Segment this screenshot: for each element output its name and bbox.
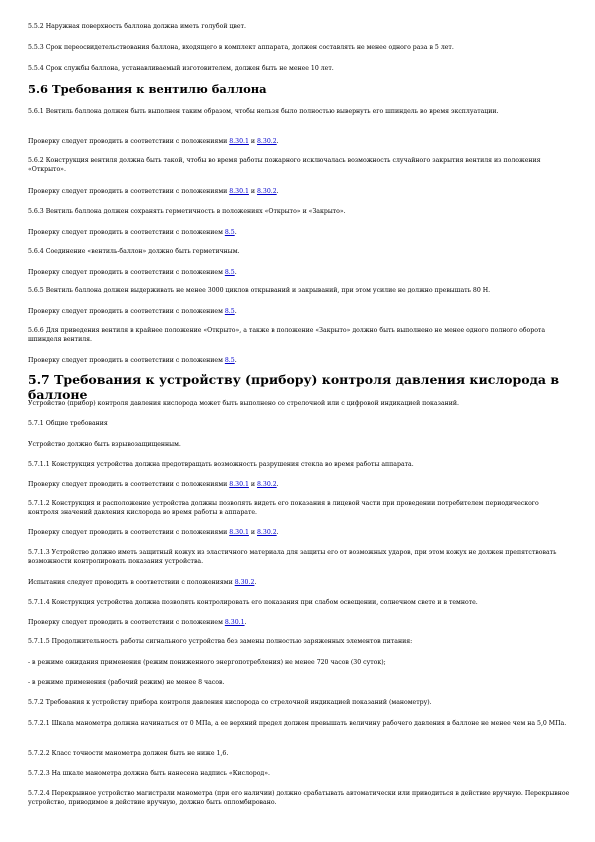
paragraph-general: Устройство должно быть взрывозащищенным. [28, 441, 181, 448]
paragraph-5-6-6: 5.6.6 Для приведения вентиля в крайнее положение «Открыто», а также в положение «Закрыто» должно быть выполнено не менее одного полного оборота шпинделя вентиля. [28, 327, 546, 343]
check-paragraph [28, 229, 237, 238]
paragraph-5-7-2-4: 5.7.2.4 Перекрывное устройство магистрали манометра (при его наличии) должно срабатывать автоматически или приводиться в действие вручную. Перекрывное устройство, приводимое в действие вручную, должно быть опломбировано. [28, 790, 570, 806]
reference-link[interactable]: 8.30.2 [256, 529, 277, 536]
check-paragraph [28, 481, 279, 490]
list-item: - в режиме ожидания применения (режим пониженного энергопотребления) не менее 720 часов (30 суток); [28, 659, 386, 666]
paragraph-5-7-2-3: 5.7.2.3 На шкале манометра должна быть нанесена надпись «Кислород». [28, 770, 270, 777]
reference-link[interactable]: 8.5 [224, 308, 235, 315]
check-text: Проверку следует проводить в соответствии с положением [28, 619, 225, 626]
check-paragraph [28, 308, 237, 317]
paragraph-5-7-2-1: 5.7.2.1 Шкала манометра должна начинаться от 0 МПа, а ее верхний предел должен превышать величину рабочего давления в баллоне не менее чем на 5,0 МПа. [28, 720, 567, 727]
section-heading-5-6: 5.6 Требования к вентилю баллона [28, 82, 267, 96]
paragraph-5-7-1: 5.7.1 Общие требования [28, 420, 108, 427]
reference-link[interactable]: 8.30.1 [224, 619, 245, 626]
check-text: Испытания следует проводить в соответствии с положениями [28, 579, 235, 586]
reference-link[interactable]: 8.30.1 [229, 188, 249, 195]
paragraph-5-6-5: 5.6.5 Вентиль баллона должен выдерживать не менее 3000 циклов открываний и закрываний, при этом усилие не должно превышать 80 Н. [28, 287, 491, 294]
check-text: Проверку следует проводить в соответствии с положением [28, 357, 225, 364]
reference-link[interactable]: 8.30.2 [234, 579, 255, 586]
paragraph-5-6-4: 5.6.4 Соединение «вентиль-баллон» должно быть герметичным. [28, 248, 240, 255]
check-text: и [248, 481, 257, 488]
reference-link[interactable]: 8.30.1 [229, 138, 249, 145]
check-text: . [276, 138, 279, 145]
test-paragraph [28, 579, 256, 588]
check-paragraph [28, 188, 279, 197]
section-heading-5-7: 5.7 Требования к устройству (прибору) контроля давления кислорода в баллоне [28, 372, 560, 402]
paragraph-5-5-4: 5.5.4 Срок службы баллона, устанавливаемый изготовителем, должен быть не менее 10 лет. [28, 65, 334, 72]
paragraph-5-6-1: 5.6.1 Вентиль баллона должен быть выполнен таким образом, чтобы нельзя было полностью вывернуть его шпиндель во время эксплуатации. [28, 108, 499, 115]
paragraph-5-6-3: 5.6.3 Вентиль баллона должен сохранять герметичность в положениях «Открыто» и «Закрыто». [28, 208, 346, 215]
list-item: - в режиме применения (рабочий режим) не менее 8 часов. [28, 679, 225, 686]
check-paragraph [28, 357, 237, 366]
paragraph-5-7-2-2: 5.7.2.2 Класс точности манометра должен быть не ниже 1,6. [28, 750, 229, 757]
paragraph-5-7-intro: Устройство (прибор) контроля давления кислорода может быть выполнено со стрелочной или с цифровой индикацией показаний. [28, 400, 459, 407]
check-text: . [276, 188, 279, 195]
check-text: . [276, 481, 279, 488]
reference-link[interactable]: 8.5 [224, 269, 235, 276]
paragraph-5-7-1-4: 5.7.1.4 Конструкция устройства должна позволять контролировать его показания при слабом освещении, солнечном свете и в темноте. [28, 599, 478, 606]
check-text: . [276, 529, 279, 536]
reference-link[interactable]: 8.5 [224, 229, 235, 236]
check-text: Проверку следует проводить в соответствии с положениями [28, 188, 230, 195]
paragraph-5-7-2: 5.7.2 Требования к устройству прибора контроля давления кислорода со стрелочной индикацией показаний (манометру). [28, 699, 432, 706]
reference-link[interactable]: 8.30.2 [256, 481, 277, 488]
check-text: и [248, 138, 257, 145]
check-paragraph [28, 269, 237, 278]
paragraph-5-7-1-1: 5.7.1.1 Конструкция устройства должна предотвращать возможность разрушения стекла во время работы аппарата. [28, 461, 414, 468]
check-text: . [234, 229, 237, 236]
reference-link[interactable]: 8.5 [224, 357, 235, 364]
reference-link[interactable]: 8.30.2 [256, 188, 277, 195]
check-text: Проверку следует проводить в соответствии с положением [28, 269, 225, 276]
check-paragraph [28, 529, 279, 538]
check-text: Проверку следует проводить в соответствии с положениями [28, 138, 230, 145]
paragraph-5-5-3: 5.5.3 Срок переосвидетельствования баллона, входящего в комплект аппарата, должен составлять не менее одного раза в 5 лет. [28, 44, 454, 51]
check-text: . [244, 619, 247, 626]
check-paragraph [28, 138, 279, 147]
paragraph-5-5-2: 5.5.2 Наружная поверхность баллона должна иметь голубой цвет. [28, 23, 246, 30]
paragraph-5-7-1-3: 5.7.1.3 Устройство должно иметь защитный кожух из эластичного материала для защиты его от возможных ударов, при этом кожух не должен препятствовать возможности контролировать показания устройства. [28, 549, 557, 565]
check-text: и [248, 529, 257, 536]
paragraph-5-7-1-2: 5.7.1.2 Конструкция и расположение устройства должны позволять видеть его показания в лицевой части при проведении потребителем периодического контроля значений давления кислорода во время работы в аппарате. [28, 500, 539, 516]
check-text: Проверку следует проводить в соответствии с положением [28, 229, 225, 236]
check-text: . [234, 269, 237, 276]
reference-link[interactable]: 8.30.2 [256, 138, 277, 145]
check-text: Проверку следует проводить в соответствии с положениями [28, 529, 230, 536]
reference-link[interactable]: 8.30.1 [229, 481, 249, 488]
check-paragraph [28, 619, 247, 628]
check-text: . [234, 357, 237, 364]
check-text: . [234, 308, 237, 315]
check-text: Проверку следует проводить в соответствии с положением [28, 308, 225, 315]
reference-link[interactable]: 8.30.1 [229, 529, 249, 536]
paragraph-5-6-2: 5.6.2 Конструкция вентиля должна быть такой, чтобы во время работы пожарного исключалась возможность случайного закрытия вентиля из положения «Открыто». [28, 157, 541, 173]
check-text: . [254, 579, 257, 586]
check-text: и [248, 188, 257, 195]
paragraph-5-7-1-5: 5.7.1.5 Продолжительность работы сигнального устройства без замены полностью заряженных элементов питания: [28, 638, 413, 645]
check-text: Проверку следует проводить в соответствии с положениями [28, 481, 230, 488]
